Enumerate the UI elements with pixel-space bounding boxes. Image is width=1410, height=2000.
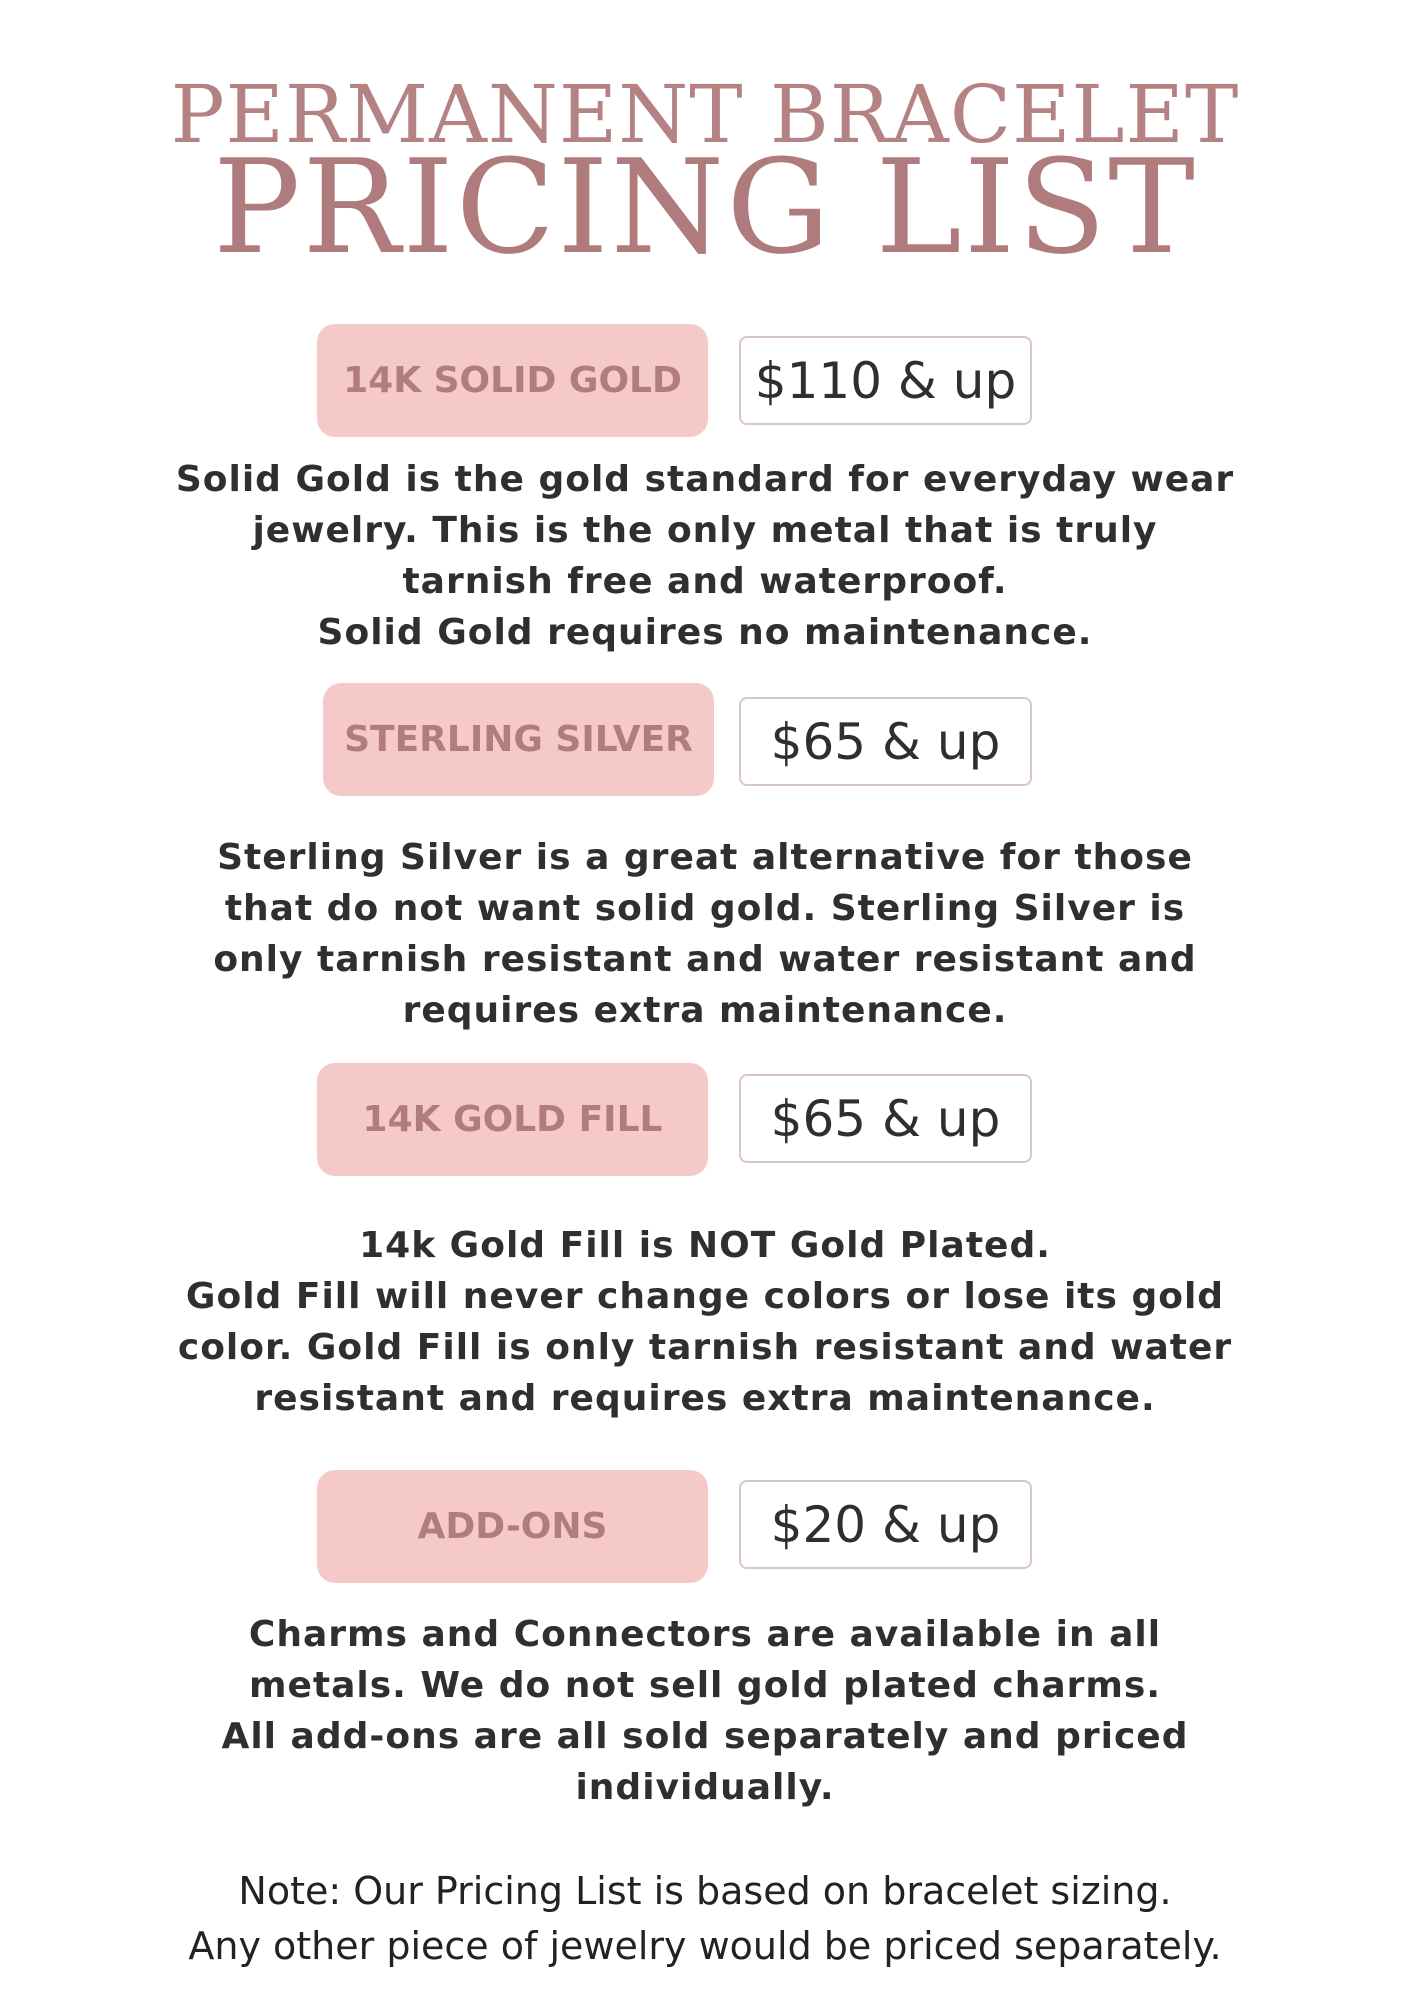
note-line-2: Any other piece of jewelry would be priced separately. — [188, 1924, 1222, 1968]
description-line: only tarnish resistant and water resistant and — [213, 939, 1197, 980]
description-line: that do not want solid gold. Sterling Silver is — [224, 888, 1186, 929]
solid-gold-description — [130, 454, 1280, 658]
note-line-1: Note: Our Pricing List is based on bracelet sizing. — [238, 1869, 1172, 1913]
description-line: 14k Gold Fill is NOT Gold Plated. — [359, 1225, 1051, 1266]
description-line: resistant and requires extra maintenance. — [254, 1378, 1156, 1419]
description-line: Solid Gold requires no maintenance. — [317, 612, 1093, 653]
description-line: tarnish free and waterproof. — [402, 561, 1008, 602]
sterling-silver-price: $65 & up — [739, 697, 1032, 786]
gold-fill-price: $65 & up — [739, 1074, 1032, 1163]
description-line: individually. — [575, 1767, 835, 1808]
description-line: requires extra maintenance. — [402, 990, 1008, 1031]
sterling-silver-label: STERLING SILVER — [323, 683, 714, 796]
title-line-1: PERMANENT BRACELET — [170, 68, 1240, 161]
description-line: Solid Gold is the gold standard for everyday wear — [175, 459, 1235, 500]
sterling-silver-description — [130, 832, 1280, 1036]
gold-fill-label: 14K GOLD FILL — [317, 1063, 708, 1176]
description-line: Charms and Connectors are available in all — [248, 1614, 1162, 1655]
gold-fill-description — [130, 1220, 1280, 1424]
description-line: color. Gold Fill is only tarnish resistant and water — [177, 1327, 1233, 1368]
description-line: Gold Fill will never change colors or lose its gold — [185, 1276, 1225, 1317]
pricing-note — [90, 1864, 1320, 1974]
description-line: All add-ons are all sold separately and priced — [221, 1716, 1189, 1757]
add-ons-description — [130, 1609, 1280, 1813]
description-line: Sterling Silver is a great alternative for those — [217, 837, 1193, 878]
description-line: metals. We do not sell gold plated charms. — [248, 1665, 1162, 1706]
title-line-2: PRICING LIST — [213, 131, 1197, 283]
solid-gold-price: $110 & up — [739, 336, 1032, 425]
solid-gold-label: 14K SOLID GOLD — [317, 324, 708, 437]
description-line: jewelry. This is the only metal that is truly — [252, 510, 1158, 551]
add-ons-price: $20 & up — [739, 1480, 1032, 1569]
add-ons-label: ADD-ONS — [317, 1470, 708, 1583]
